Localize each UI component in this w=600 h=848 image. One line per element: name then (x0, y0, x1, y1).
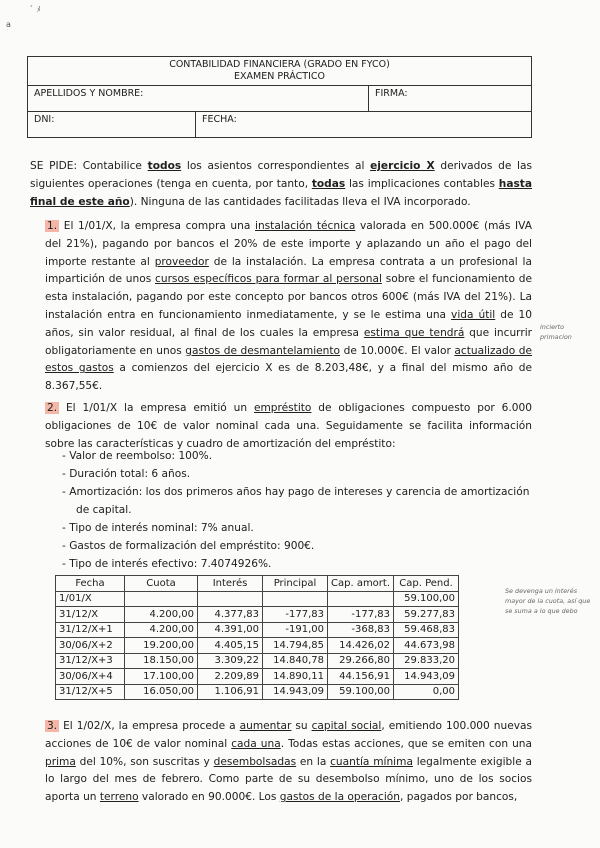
list-item: - Gastos de formalización del empréstito: 900€. (62, 537, 532, 555)
exam-subtitle: EXAMEN PRÁCTICO (234, 71, 325, 82)
exercise-number: 2. (47, 402, 58, 414)
dni-label: DNI: (34, 114, 55, 125)
dni-field[interactable] (28, 112, 196, 138)
date-field[interactable] (196, 112, 532, 138)
handwritten-note-1: incierto primacion (540, 323, 572, 341)
list-item: - Amortización: los dos primeros años hay pago de intereses y carencia de amortización de capital. (62, 483, 532, 519)
table-row: 30/06/X+4 17.100,00 2.209,89 14.890,11 44.156,91 14.943,09 (56, 669, 459, 685)
col-header: Fecha (56, 576, 125, 592)
date-label: FECHA: (202, 114, 237, 125)
table-row: 31/12/X+5 16.050,00 1.106,91 14.943,09 59.100,00 0,00 (56, 684, 459, 700)
table-header-row (56, 576, 459, 592)
signature-field[interactable] (369, 86, 532, 112)
loan-features (62, 447, 532, 573)
col-header: Cap. Pend. (394, 576, 459, 592)
col-header: Principal (263, 576, 328, 592)
scan-mark: ﾞ ﾒ (30, 5, 41, 14)
exercise-number: 1. (47, 220, 58, 232)
exam-title-cell (28, 57, 532, 86)
exam-title: CONTABILIDAD FINANCIERA (GRADO EN FYCO) (169, 59, 390, 70)
table-row: 31/12/X 4.200,00 4.377,83 -177,83 -177,83 59.277,83 (56, 607, 459, 623)
scan-mark-small: a (6, 20, 11, 29)
surname-field[interactable] (28, 86, 369, 112)
table-row: 31/12/X+3 18.150,00 3.309,22 14.840,78 29.266,80 29.833,20 (56, 653, 459, 669)
exam-header (27, 56, 532, 138)
list-item: - Valor de reembolso: 100%. (62, 447, 532, 465)
signature-label: FIRMA: (375, 88, 408, 99)
table-row: 31/12/X+1 4.200,00 4.391,00 -191,00 -368,83 59.468,83 (56, 622, 459, 638)
exercise-1: 1. El 1/01/X, la empresa compra una instalación técnica valorada en 500.000€ (más IVA del 21%), pagando por bancos el 20% de este importe y aplazando un año el pago del importe restante al proveedor de la instalación. La empresa contrata a un profesional la impartición de unos cursos específicos para formar al personal sobre el funcionamiento de esta instalación, pagando por este concepto por bancos otros 600€ (más IVA del 21%). La instalación entra en funcionamiento inmediatamente, y se le estima una vida útil de 10 años, sin valor residual, al final de los cuales la empresa estima que tendrá que incurrir obligatoriamente en unos gastos de desmantelamiento de 10.000€. El valor actualizado de estos gastos a comienzos del ejercicio X es de 8.203,48€, y a final del mismo año de 8.367,55€. (45, 220, 533, 393)
exercise-3: 3. El 1/02/X, la empresa procede a aumentar su capital social, emitiendo 100.000 nuevas acciones de 10€ de valor nominal cada una. Todas estas acciones, que se emiten con una prima del 10%, son suscritas y desembolsadas en la cuantía mínima legalmente exigible a lo largo del mes de febrero. Como parte de su desembolso mínimo, uno de los socios aporta un terreno valorado en 90.000€. Los gastos de la operación, pagados por bancos, (45, 720, 532, 804)
exercise-2: 2. El 1/01/X la empresa emitió un empréstito de obligaciones compuesto por 6.000 obligaciones de 10€ de valor nominal cada una. Seguidamente se facilita información sobre las características y cuadro de amortización del empréstito: (45, 402, 532, 450)
amortization-table (55, 575, 459, 700)
col-header: Interés (198, 576, 263, 592)
surname-label: APELLIDOS Y NOMBRE: (34, 88, 144, 99)
list-item: - Duración total: 6 años. (62, 465, 532, 483)
col-header: Cap. amort. (328, 576, 394, 592)
list-item: - Tipo de interés nominal: 7% anual. (62, 519, 532, 537)
table-row: 30/06/X+2 19.200,00 4.405,15 14.794,85 14.426,02 44.673,98 (56, 638, 459, 654)
handwritten-note-2: Se devenga un interés mayor de la cuota, así que se suma a lo que debo (505, 587, 591, 615)
list-item: - Tipo de interés efectivo: 7.4074926%. (62, 555, 532, 573)
col-header: Cuota (125, 576, 198, 592)
table-row: 1/01/X 59.100,00 (56, 591, 459, 607)
instructions: SE PIDE: Contabilice todos los asientos correspondientes al ejercicio X derivados de las siguientes operaciones (tenga en cuenta, por tanto, todas las implicaciones contables hasta final de este año). Ninguna de las cantidades facilitadas lleva el IVA incorporado. (30, 160, 533, 208)
exercise-number: 3. (47, 720, 58, 732)
